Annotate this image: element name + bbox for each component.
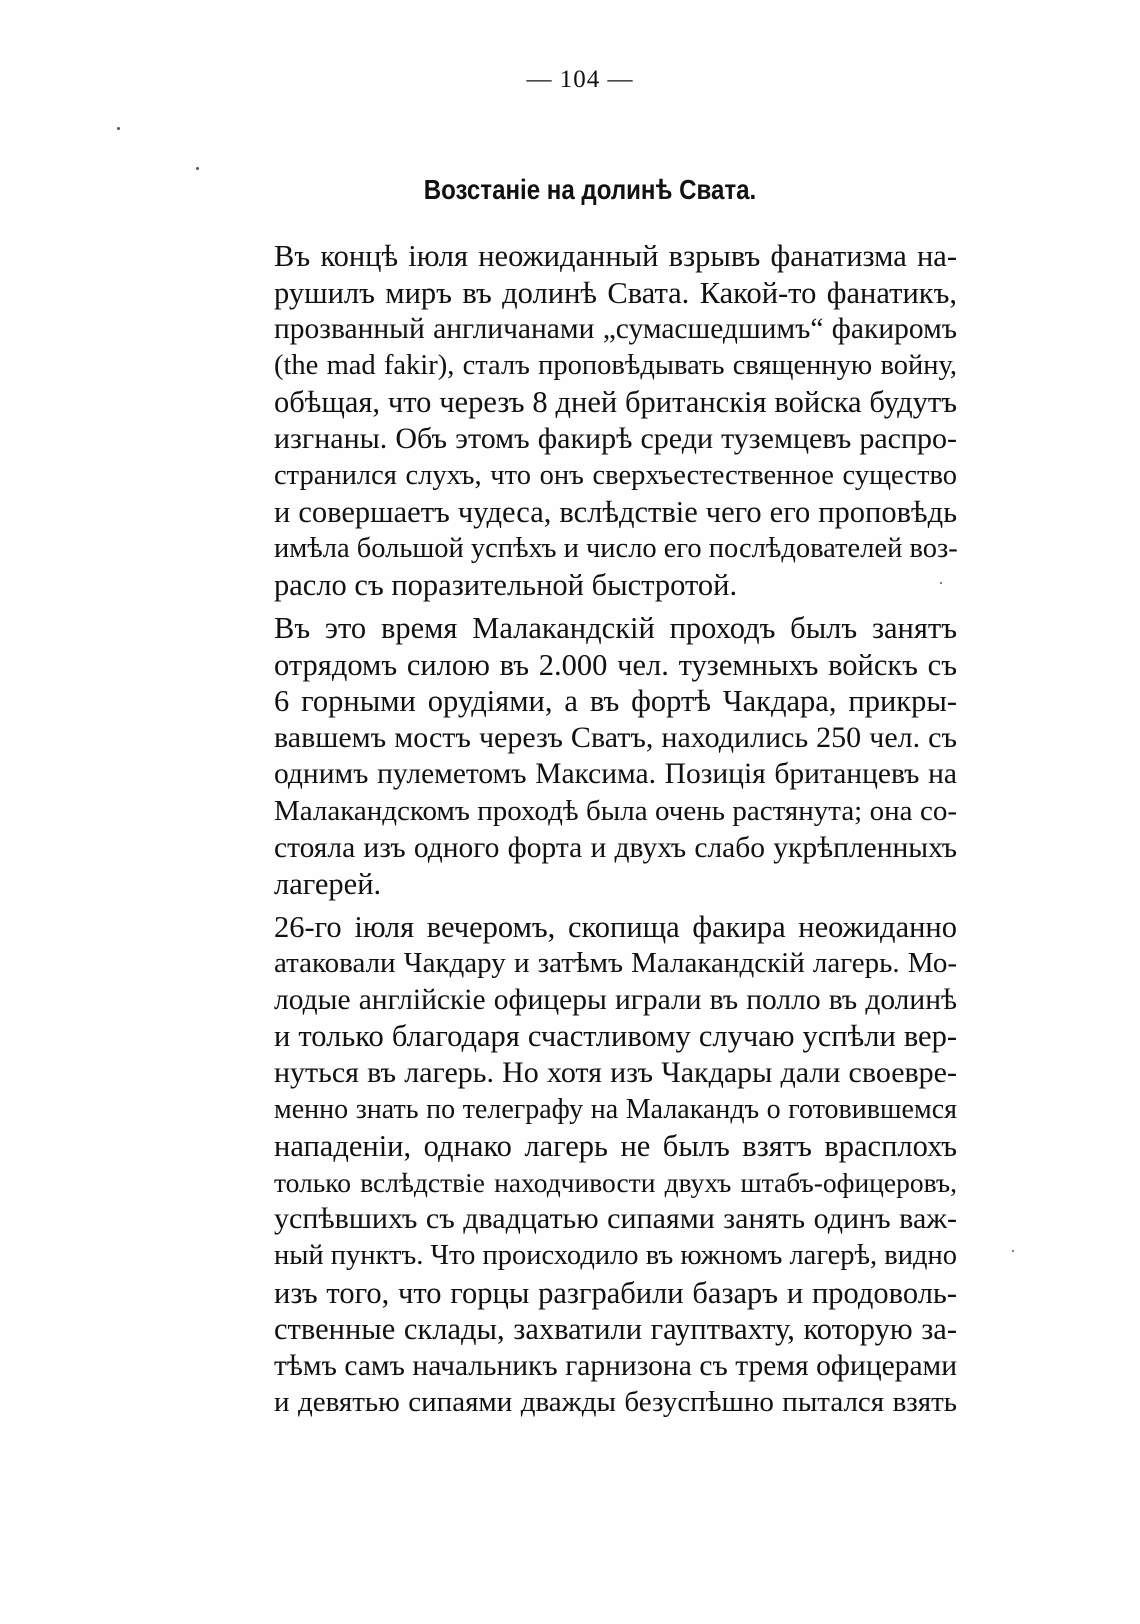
text-line: рушилъ миръ въ долинѣ Свата. Какой-то фанатикъ,: [274, 275, 957, 310]
text-line: вавшемъ мостъ черезъ Сватъ, находились 250 чел. съ: [274, 720, 957, 754]
text-line: изгнаны. Объ этомъ факирѣ среди туземцевъ распро-: [274, 421, 957, 455]
text-line: и совершаетъ чудеса, вслѣдствіе чего его проповѣдь: [274, 495, 957, 530]
text-line: (the mad fakir), сталъ проповѣдывать священную войну,: [274, 349, 957, 381]
scan-speck: [1012, 1250, 1014, 1252]
text-line: и только благодаря счастливому случаю успѣли вер-: [274, 1019, 957, 1054]
text-line: ственные склады, захватили гауптвахту, которую за-: [274, 1312, 957, 1347]
text-line: расло съ поразительной быстротой.: [274, 568, 738, 603]
text-line: тѣмъ самъ начальникъ гарнизона съ тремя офицерами: [274, 1349, 957, 1382]
text-line: только вслѣдствіе находчивости двухъ штабъ-офицеровъ,: [274, 1166, 957, 1198]
text-line: стояла изъ одного форта и двухъ слабо укрѣпленныхъ: [274, 831, 957, 864]
paragraph-1: [232, 238, 957, 604]
text-line: 26-го іюля вечеромъ, скопища факира неожиданно: [274, 909, 957, 944]
text-line: лодые англійскіе офицеры играли въ полло въ долинѣ: [274, 983, 957, 1016]
text-line: успѣвшихъ съ двадцатью сипаями занять одинъ важ-: [274, 1202, 957, 1236]
text-line: атаковали Чакдару и затѣмъ Малакандскій лагерь. Мо-: [274, 947, 957, 980]
text-line: нападеніи, однако лагерь не былъ взятъ врасплохъ: [274, 1129, 957, 1164]
text-line: прозванный англичанами „сумасшедшимъ“ факиромъ: [274, 313, 957, 346]
paragraph-3: [232, 909, 957, 1421]
body-text: [232, 238, 957, 1427]
text-line: Въ это время Малакандскій проходъ былъ занятъ: [274, 610, 957, 645]
text-line: имѣла большой успѣхъ и число его послѣдователей воз-: [274, 532, 958, 564]
text-line: изъ того, что горцы разграбили базаръ и продоволь-: [274, 1275, 957, 1310]
text-line: Малакандскомъ проходѣ была очень растянута; она со-: [274, 794, 957, 827]
text-line: нуться въ лагерь. Но хотя изъ Чакдары дали своевре-: [274, 1056, 957, 1090]
text-line: Въ концѣ іюля неожиданный взрывъ фанатизма на-: [274, 239, 957, 273]
paragraph-2: [232, 610, 957, 903]
scan-speck: [196, 167, 199, 170]
text-line: 6 горными орудіями, а въ фортѣ Чакдара, прикры-: [274, 684, 957, 719]
text-line: лагерей.: [274, 867, 382, 902]
page-number: — 104 —: [526, 66, 634, 93]
scan-speck: [117, 127, 120, 130]
text-line: и девятью сипаями дважды безуспѣшно пытался взять: [274, 1386, 957, 1419]
text-line: обѣщая, что черезъ 8 дней британскія войска будутъ: [274, 385, 957, 420]
text-line: ный пунктъ. Что происходило въ южномъ лагерѣ, видно: [274, 1240, 957, 1272]
text-line: отрядомъ силою въ 2.000 чел. туземныхъ войскъ съ: [274, 647, 957, 682]
text-line: менно знать по телеграфу на Малакандъ о готовившемся: [274, 1093, 957, 1125]
text-line: странился слухъ, что онъ сверхъестественное существо: [274, 459, 957, 491]
section-title: Возстаніе на долинѣ Свата.: [423, 174, 757, 205]
text-line: однимъ пулеметомъ Максима. Позиція британцевъ на: [274, 758, 957, 791]
